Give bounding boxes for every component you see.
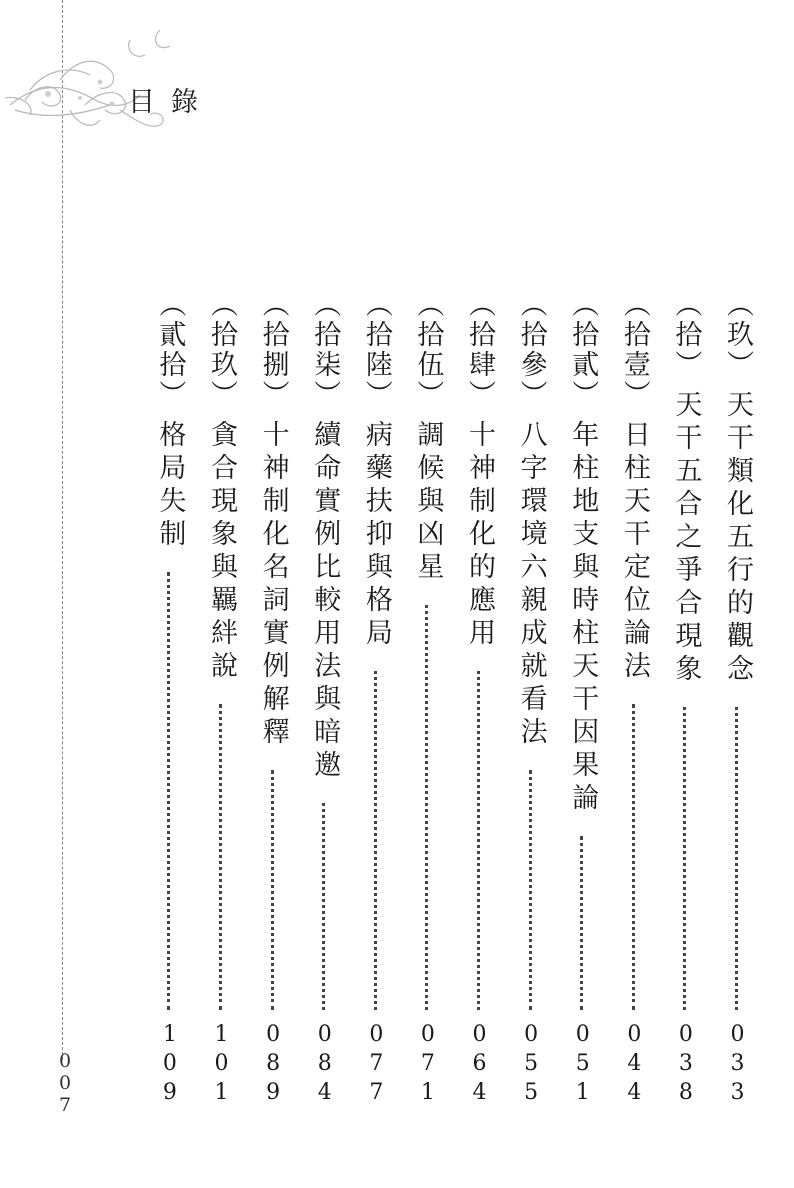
entry-page-number: 055 <box>518 1022 544 1109</box>
toc-entry[interactable] <box>404 290 450 1120</box>
entry-number: （拾捌） <box>257 290 289 410</box>
entry-title: 十神制化名詞實例解釋 <box>257 420 289 750</box>
dot-leader <box>167 572 174 1010</box>
margin-line <box>62 0 63 1060</box>
dot-leader <box>374 671 381 1010</box>
entry-number: （拾壹） <box>618 290 650 410</box>
entry-title: 調候與凶星 <box>412 420 444 585</box>
dot-leader <box>425 605 432 1010</box>
entry-page-number: 089 <box>260 1022 286 1109</box>
entry-title: 天干五合之爭合現象 <box>670 390 702 687</box>
entry-page-number: 044 <box>621 1022 647 1109</box>
toc-entry[interactable] <box>250 290 296 1120</box>
entry-title: 天干類化五行的觀念 <box>722 390 753 687</box>
entry-page-number: 071 <box>415 1022 441 1109</box>
entry-page-number: 084 <box>312 1022 338 1109</box>
dot-leader <box>477 671 484 1010</box>
toc-entry[interactable] <box>146 290 192 1120</box>
page-number: 007 <box>54 1050 76 1116</box>
entry-title: 十神制化的應用 <box>464 420 495 651</box>
entry-page-number: 077 <box>363 1022 389 1109</box>
entry-page-number: 101 <box>209 1022 234 1109</box>
entry-title: 貪合現象與羈絆說 <box>206 420 237 684</box>
toc-entry[interactable] <box>456 290 502 1120</box>
entry-page-number: 051 <box>570 1022 596 1109</box>
toc-entry[interactable] <box>611 290 657 1120</box>
entry-title: 年柱地支與時柱天干因果論 <box>567 420 599 816</box>
entry-title: 續命實例比較用法與暗邀 <box>309 420 341 783</box>
entry-number: （拾玖） <box>206 290 237 410</box>
entry-number: （貳拾） <box>154 290 186 410</box>
entry-page-number: 109 <box>157 1022 183 1109</box>
entry-number: （玖） <box>722 290 753 380</box>
toc-entry[interactable] <box>198 290 244 1120</box>
entry-number: （拾參） <box>515 290 547 410</box>
entry-page-number: 038 <box>673 1022 699 1109</box>
entry-page-number: 033 <box>725 1022 750 1109</box>
toc-entry[interactable] <box>714 290 760 1120</box>
entry-title: 格局失制 <box>154 420 186 552</box>
dot-leader <box>580 836 587 1010</box>
toc-heading: 目錄 <box>128 87 214 118</box>
dot-leader <box>683 707 690 1010</box>
dot-leader <box>219 704 226 1010</box>
entry-number: （拾貳） <box>567 290 599 410</box>
entry-number: （拾） <box>670 290 702 380</box>
entry-number: （拾肆） <box>464 290 495 410</box>
toc-entry[interactable] <box>559 290 605 1120</box>
dot-leader <box>632 704 639 1010</box>
entry-number: （拾陸） <box>360 290 392 410</box>
entry-title: 日柱天干定位論法 <box>618 420 650 684</box>
toc-entry[interactable] <box>353 290 399 1120</box>
entry-number: （拾柒） <box>309 290 341 410</box>
dot-leader <box>322 803 329 1010</box>
entry-number: （拾伍） <box>412 290 444 410</box>
dot-leader <box>529 770 536 1010</box>
toc-entry[interactable] <box>508 290 554 1120</box>
entry-title: 八字環境六親成就看法 <box>515 420 547 750</box>
entry-page-number: 064 <box>467 1022 492 1109</box>
entry-title: 病藥扶抑與格局 <box>360 420 392 651</box>
dot-leader <box>735 707 742 1010</box>
toc-entry[interactable] <box>662 290 708 1120</box>
dot-leader <box>271 770 278 1010</box>
toc-entry[interactable] <box>301 290 347 1120</box>
